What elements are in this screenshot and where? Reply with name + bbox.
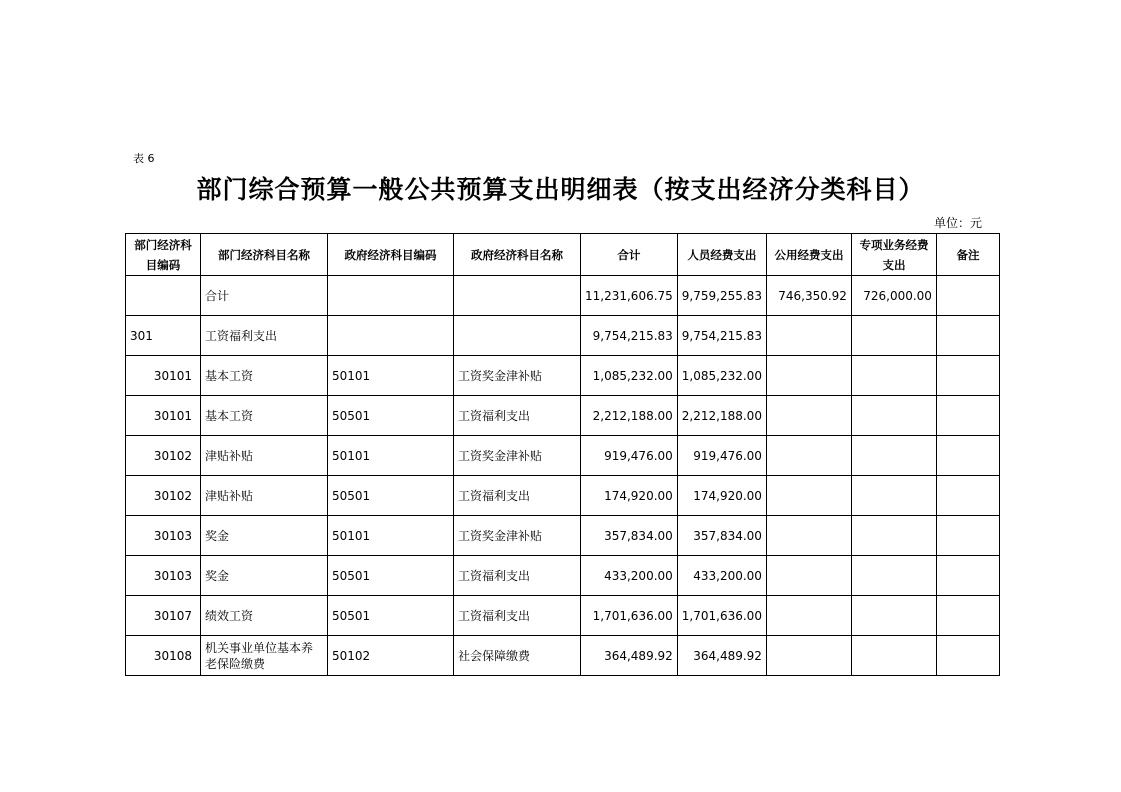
cell-gov-code: 50101 — [328, 436, 454, 476]
cell-public — [766, 316, 851, 356]
header-gov-name: 政府经济科目名称 — [454, 234, 581, 276]
cell-dept-name: 基本工资 — [201, 396, 328, 436]
cell-total: 357,834.00 — [581, 516, 678, 556]
cell-gov-name: 工资福利支出 — [454, 476, 581, 516]
table-body — [126, 276, 1000, 676]
cell-personnel: 433,200.00 — [677, 556, 766, 596]
cell-personnel: 364,489.92 — [677, 636, 766, 676]
cell-special — [851, 356, 936, 396]
cell-dept-code: 30103 — [126, 556, 201, 596]
cell-public — [766, 436, 851, 476]
cell-special: 726,000.00 — [851, 276, 936, 316]
cell-dept-name: 津贴补贴 — [201, 476, 328, 516]
cell-remark — [936, 436, 999, 476]
cell-gov-name: 工资奖金津补贴 — [454, 356, 581, 396]
cell-gov-code: 50101 — [328, 516, 454, 556]
header-remark: 备注 — [936, 234, 999, 276]
cell-public — [766, 356, 851, 396]
cell-gov-code — [328, 276, 454, 316]
cell-special — [851, 516, 936, 556]
cell-gov-code — [328, 316, 454, 356]
cell-dept-code: 30101 — [126, 356, 201, 396]
page-title: 部门综合预算一般公共预算支出明细表（按支出经济分类科目） — [196, 175, 925, 204]
cell-gov-code: 50501 — [328, 596, 454, 636]
cell-dept-code: 301 — [126, 316, 201, 356]
table-row — [126, 356, 1000, 396]
table-row — [126, 516, 1000, 556]
cell-remark — [936, 316, 999, 356]
cell-dept-code: 30108 — [126, 636, 201, 676]
cell-personnel: 1,701,636.00 — [677, 596, 766, 636]
cell-total: 364,489.92 — [581, 636, 678, 676]
table-row — [126, 596, 1000, 636]
table-row — [126, 436, 1000, 476]
cell-dept-name: 绩效工资 — [201, 596, 328, 636]
cell-personnel: 919,476.00 — [677, 436, 766, 476]
cell-gov-name — [454, 276, 581, 316]
cell-gov-code: 50102 — [328, 636, 454, 676]
cell-dept-name: 机关事业单位基本养老保险缴费 — [201, 636, 328, 676]
cell-remark — [936, 556, 999, 596]
table-row — [126, 636, 1000, 676]
cell-remark — [936, 596, 999, 636]
cell-dept-name: 工资福利支出 — [201, 316, 328, 356]
cell-gov-name: 工资福利支出 — [454, 396, 581, 436]
table-row — [126, 556, 1000, 596]
cell-public — [766, 556, 851, 596]
cell-dept-code: 30102 — [126, 436, 201, 476]
header-total: 合计 — [581, 234, 678, 276]
budget-detail-table — [125, 233, 1000, 676]
cell-remark — [936, 636, 999, 676]
table-row — [126, 316, 1000, 356]
cell-personnel: 1,085,232.00 — [677, 356, 766, 396]
cell-public — [766, 396, 851, 436]
table-row — [126, 396, 1000, 436]
cell-total: 433,200.00 — [581, 556, 678, 596]
cell-total: 9,754,215.83 — [581, 316, 678, 356]
cell-dept-code: 30102 — [126, 476, 201, 516]
cell-total: 1,085,232.00 — [581, 356, 678, 396]
cell-personnel: 9,754,215.83 — [677, 316, 766, 356]
cell-dept-code: 30107 — [126, 596, 201, 636]
cell-remark — [936, 476, 999, 516]
cell-gov-code: 50501 — [328, 476, 454, 516]
cell-gov-code: 50501 — [328, 556, 454, 596]
cell-dept-name: 合计 — [201, 276, 328, 316]
cell-total: 1,701,636.00 — [581, 596, 678, 636]
table-number-label: 表 6 — [133, 152, 155, 165]
unit-label: 单位：元 — [934, 216, 983, 230]
cell-dept-code — [126, 276, 201, 316]
header-public: 公用经费支出 — [766, 234, 851, 276]
cell-special — [851, 436, 936, 476]
header-personnel: 人员经费支出 — [677, 234, 766, 276]
cell-total: 2,212,188.00 — [581, 396, 678, 436]
cell-total: 174,920.00 — [581, 476, 678, 516]
cell-public — [766, 476, 851, 516]
cell-dept-name: 津贴补贴 — [201, 436, 328, 476]
cell-public — [766, 516, 851, 556]
header-dept-code: 部门经济科目编码 — [126, 234, 201, 276]
cell-personnel: 174,920.00 — [677, 476, 766, 516]
cell-dept-code: 30103 — [126, 516, 201, 556]
cell-gov-name: 工资福利支出 — [454, 596, 581, 636]
table-header-row — [126, 234, 1000, 276]
cell-special — [851, 476, 936, 516]
cell-personnel: 2,212,188.00 — [677, 396, 766, 436]
cell-gov-name — [454, 316, 581, 356]
table-row — [126, 476, 1000, 516]
cell-gov-name: 工资奖金津补贴 — [454, 436, 581, 476]
cell-special — [851, 596, 936, 636]
cell-public: 746,350.92 — [766, 276, 851, 316]
cell-special — [851, 636, 936, 676]
cell-gov-name: 工资奖金津补贴 — [454, 516, 581, 556]
cell-dept-name: 奖金 — [201, 516, 328, 556]
cell-special — [851, 396, 936, 436]
cell-remark — [936, 356, 999, 396]
cell-personnel: 357,834.00 — [677, 516, 766, 556]
cell-gov-code: 50101 — [328, 356, 454, 396]
cell-personnel: 9,759,255.83 — [677, 276, 766, 316]
cell-dept-name: 基本工资 — [201, 356, 328, 396]
header-special: 专项业务经费支出 — [851, 234, 936, 276]
cell-total: 919,476.00 — [581, 436, 678, 476]
table-row — [126, 276, 1000, 316]
cell-special — [851, 316, 936, 356]
cell-remark — [936, 396, 999, 436]
cell-gov-name: 社会保障缴费 — [454, 636, 581, 676]
cell-special — [851, 556, 936, 596]
cell-dept-name: 奖金 — [201, 556, 328, 596]
header-gov-code: 政府经济科目编码 — [328, 234, 454, 276]
cell-total: 11,231,606.75 — [581, 276, 678, 316]
header-dept-name: 部门经济科目名称 — [201, 234, 328, 276]
cell-remark — [936, 516, 999, 556]
cell-gov-code: 50501 — [328, 396, 454, 436]
cell-gov-name: 工资福利支出 — [454, 556, 581, 596]
cell-public — [766, 596, 851, 636]
cell-dept-code: 30101 — [126, 396, 201, 436]
cell-remark — [936, 276, 999, 316]
cell-public — [766, 636, 851, 676]
